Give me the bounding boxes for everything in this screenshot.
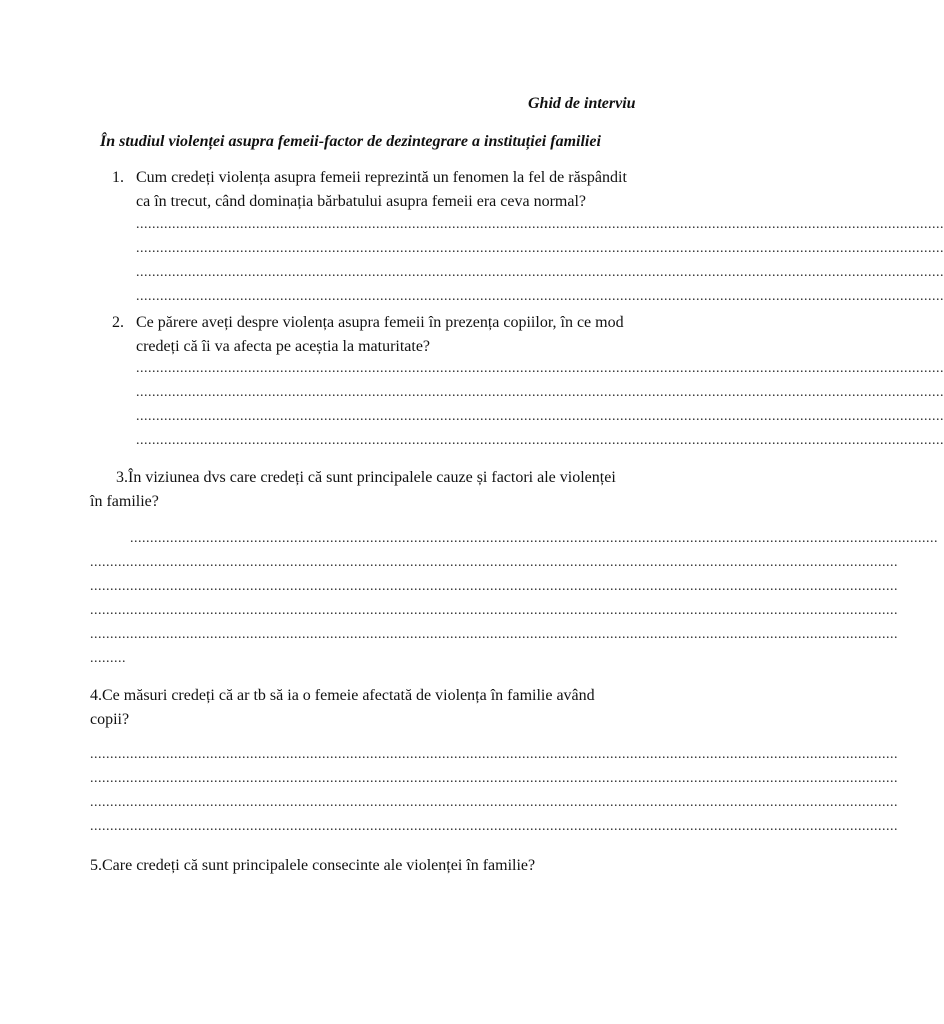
document-heading: Ghid de interviu: [528, 95, 636, 112]
answer-line: ..........................................................................................................................................................................................................: [136, 289, 944, 304]
question-2-line-2: credeți că îi va afecta pe aceștia la maturitate?: [136, 338, 431, 355]
answer-line: ..........................................................................................................................................................................................................: [130, 531, 938, 546]
answer-line: ..........................................................................................................................................................................................................: [90, 603, 898, 618]
question-5-line-1: 5.Care credeți că sunt principalele consecinte ale violenței în familie?: [90, 857, 536, 874]
question-4-line-2: copii?: [90, 711, 130, 728]
answer-line: ..........................................................................................................................................................................................................: [136, 385, 944, 400]
answer-line: ..........................................................................................................................................................................................................: [90, 771, 898, 786]
answer-line: ..........................................................................................................................................................................................................: [90, 819, 898, 834]
answer-line: ..........................................................................................................................................................................................................: [136, 217, 944, 232]
question-2-number: 2.: [112, 314, 124, 331]
answer-line: ..........................................................................................................................................................................................................: [90, 795, 898, 810]
answer-line: ..........................................................................................................................................................................................................: [90, 555, 898, 570]
answer-line: ..........................................................................................................................................................................................................: [90, 627, 898, 642]
question-3-line-1: 3.În viziunea dvs care credeți că sunt principalele cauze și factori ale violenței: [116, 469, 616, 486]
document-subtitle: În studiul violenței asupra femeii-factor de dezintegrare a instituției familiei: [100, 133, 601, 150]
question-3-line-2: în familie?: [90, 493, 159, 510]
answer-line: ..........................................................................................................................................................................................................: [136, 433, 944, 448]
answer-line: ..........................................................................................................................................................................................................: [136, 409, 944, 424]
answer-line: ..........................................................................................................................................................................................................: [136, 361, 944, 376]
answer-line-end: .........: [90, 651, 126, 666]
question-2-line-1: Ce părere aveți despre violența asupra femeii în prezența copiilor, în ce mod: [136, 314, 624, 331]
answer-line: ..........................................................................................................................................................................................................: [136, 265, 944, 280]
answer-line: ..........................................................................................................................................................................................................: [136, 241, 944, 256]
answer-line: ..........................................................................................................................................................................................................: [90, 579, 898, 594]
question-4-line-1: 4.Ce măsuri credeți că ar tb să ia o femeie afectată de violența în familie având: [90, 687, 595, 704]
question-1-line-2: ca în trecut, când dominația bărbatului asupra femeii era ceva normal?: [136, 193, 587, 210]
question-1-number: 1.: [112, 169, 124, 186]
answer-line: ..........................................................................................................................................................................................................: [90, 747, 898, 762]
question-1-line-1: Cum credeți violența asupra femeii reprezintă un fenomen la fel de răspândit: [136, 169, 627, 186]
